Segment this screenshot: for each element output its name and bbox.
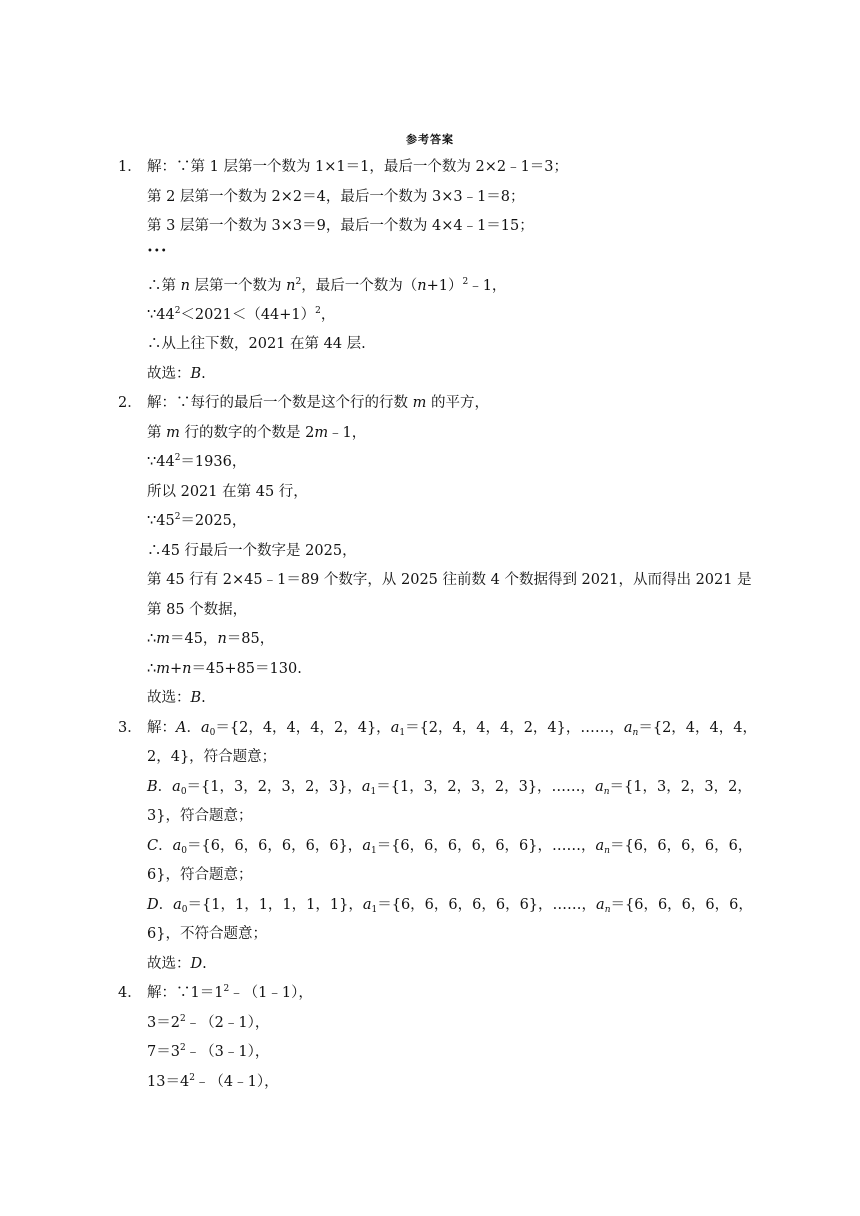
q3-line-7: D．$a_0=\{1$，1，1，1，1，1}，$a_1=\{6$，6，6，6，6，6}，……，$a_n=\{6$，6，6，6，6，: [147, 897, 753, 915]
q4-number: 4．: [118, 985, 142, 1001]
q2-answer: 故选：B.: [147, 690, 206, 706]
q3-line-8: 6}，不符合题意；: [147, 926, 267, 942]
q1-answer: 故选：B.: [147, 366, 206, 382]
q2-line-4: 所以 2021 在第 45 行，: [147, 484, 308, 500]
q3-line-3: B．$a_0=\{1$，3，2，3，2，3}，$a_1=\{1$，3，2，3，2，3}，……，$a_n=\{1$，3，2，3，2，: [147, 779, 752, 797]
q3-line-2: 2，4}，符合题意；: [147, 749, 277, 765]
q1-line-1: 解：∵第 1 层第一个数为 1×1＝1，最后一个数为 2×2﹣1＝3；: [147, 159, 569, 175]
q3-line-4: 3}，符合题意；: [147, 808, 253, 824]
q2-line-8: 第 85 个数据，: [147, 602, 248, 618]
q1-line-7: ∴从上往下数，2021 在第 44 层.: [147, 336, 366, 352]
q4-line-3: $7=3^2﹣(3﹣1)$，: [147, 1043, 270, 1060]
q2-line-7: 第 45 行有 2×45﹣1＝89 个数字，从 2025 往前数 4 个数据得到 2021，从而得出 2021 是: [147, 572, 752, 588]
q1-number: 1．: [118, 159, 142, 175]
q3-answer: 故选：D.: [147, 956, 207, 972]
page-title: 参考答案: [406, 133, 454, 146]
q1-line-3: 第 3 层第一个数为 3×3＝9，最后一个数为 4×4﹣1＝15；: [147, 218, 534, 234]
q2-line-9: ∴m＝45，n＝85，: [147, 631, 275, 647]
q3-number: 3．: [118, 720, 142, 736]
q2-line-5: $\because 45^2=2025$，: [147, 512, 247, 529]
q4-line-4: $13=4^2﹣(4﹣1)$，: [147, 1073, 279, 1090]
q4-line-2: $3=2^2﹣(2﹣1)$，: [147, 1014, 270, 1031]
q4-line-1: 解：$\because 1=1^2﹣(1﹣1)$，: [147, 984, 313, 1001]
q2-number: 2．: [118, 395, 142, 411]
q1-line-5: ∴第 n 层第一个数为 $n^2$，最后一个数为$(n+1)^2﹣1$，: [147, 277, 507, 294]
q2-line-3: $\because 44^2=1936$，: [147, 453, 247, 470]
q2-line-6: ∴45 行最后一个数字是 2025，: [147, 543, 357, 559]
q1-ellipsis: •••: [147, 246, 168, 257]
q2-line-2: 第 m 行的数字的个数是 2m﹣1，: [147, 425, 367, 441]
q1-line-2: 第 2 层第一个数为 2×2＝4，最后一个数为 3×3﹣1＝8；: [147, 189, 525, 205]
q3-line-1: 解：A．$a_0=\{2$，4，4，4，2，4}，$a_1=\{2$，4，4，4，2，4}，……，$a_n=\{2$，4，4，4，: [147, 720, 757, 738]
q3-line-6: 6}，符合题意；: [147, 867, 253, 883]
q2-line-10: ∴m+n＝45+85＝130.: [147, 661, 302, 677]
q2-line-1: 解：∵每行的最后一个数是这个行的行数 m 的平方，: [147, 395, 489, 411]
q3-line-5: C．$a_0=\{6$，6，6，6，6，6}，$a_1=\{6$，6，6，6，6，6}，……，$a_n=\{6$，6，6，6，6，: [147, 838, 753, 856]
q1-line-6: $\because 44^2<2021<(44+1)^2$，: [147, 306, 336, 323]
